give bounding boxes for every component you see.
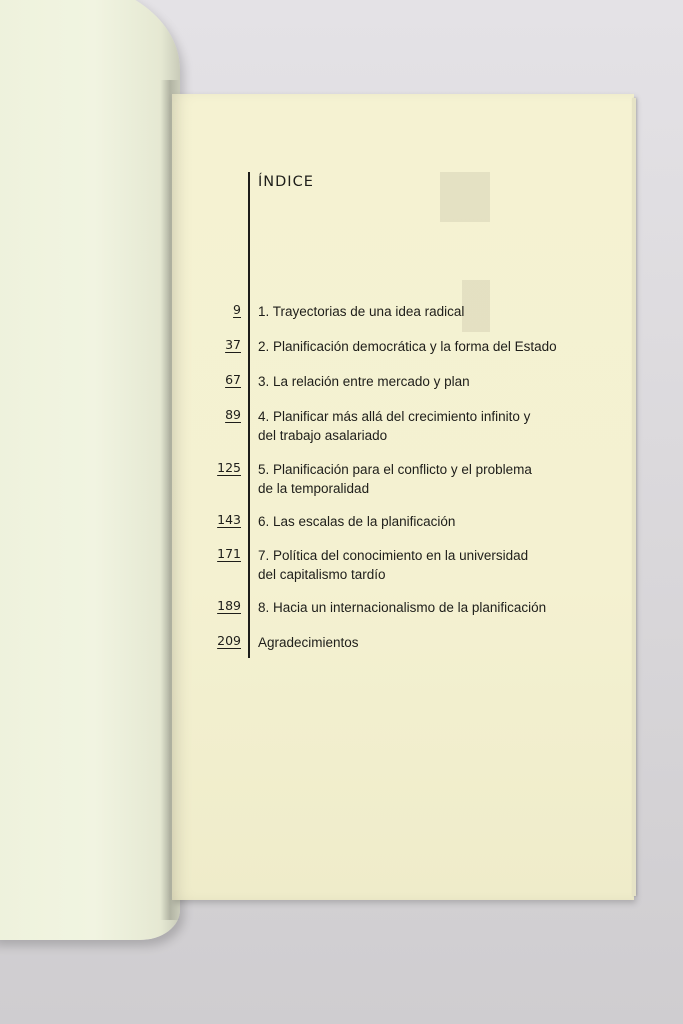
toc-vertical-rule bbox=[248, 172, 250, 658]
toc-page-number: 171 bbox=[217, 546, 241, 561]
toc-page-number: 89 bbox=[225, 407, 241, 422]
toc-entry-line: 1. Trayectorias de una idea radical bbox=[258, 304, 465, 319]
toc-title: ÍNDICE bbox=[258, 174, 314, 190]
toc-entry-line: del capitalismo tardío bbox=[258, 567, 386, 582]
toc-entry-line: 7. Política del conocimiento en la universidad bbox=[258, 548, 529, 563]
toc-page-number: 209 bbox=[217, 633, 241, 648]
toc-entry-line: 2. Planificación democrática y la forma del Estado bbox=[258, 339, 557, 354]
toc-entry-title bbox=[258, 407, 558, 445]
toc-entry-title bbox=[258, 302, 558, 321]
toc-page-number: 143 bbox=[217, 512, 241, 527]
toc-entry-title bbox=[258, 546, 558, 584]
toc-entry-title bbox=[258, 372, 558, 391]
toc-entry-title bbox=[258, 598, 558, 617]
show-through-numeral bbox=[440, 172, 490, 222]
toc-entry-title bbox=[258, 633, 558, 652]
toc-entry-title bbox=[258, 337, 558, 356]
toc-entry-line: Agradecimientos bbox=[258, 635, 359, 650]
toc-page-number: 125 bbox=[217, 460, 241, 475]
left-page bbox=[0, 0, 180, 940]
toc-entry-line: de la temporalidad bbox=[258, 481, 370, 496]
toc-entry-line: 4. Planificar más allá del crecimiento infinito y bbox=[258, 409, 531, 424]
toc-page-number: 67 bbox=[225, 372, 241, 387]
toc-entry-line: del trabajo asalariado bbox=[258, 428, 388, 443]
toc-entry-line: 5. Planificación para el conflicto y el problema bbox=[258, 462, 532, 477]
toc-entry-title bbox=[258, 460, 558, 498]
toc-entry-line: 8. Hacia un internacionalismo de la planificación bbox=[258, 600, 547, 615]
toc-page-number: 9 bbox=[233, 302, 241, 317]
page-edge bbox=[632, 98, 636, 896]
toc-page-number: 189 bbox=[217, 598, 241, 613]
toc-entry-line: 3. La relación entre mercado y plan bbox=[258, 374, 470, 389]
toc-entry-title bbox=[258, 512, 558, 531]
toc-page-number: 37 bbox=[225, 337, 241, 352]
toc-entry-line: 6. Las escalas de la planificación bbox=[258, 514, 456, 529]
